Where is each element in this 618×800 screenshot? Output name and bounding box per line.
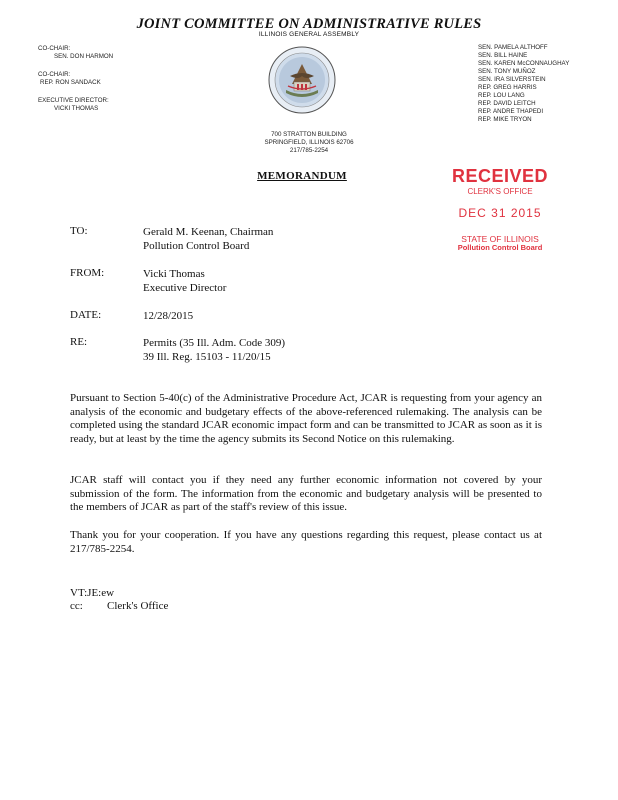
stamp-state: STATE OF ILLINOIS [461, 234, 539, 244]
from-name: Vicki Thomas [143, 268, 205, 280]
to-label: TO: [70, 225, 88, 237]
member-line: SEN. TONY MUÑOZ [478, 68, 536, 75]
officer-line: CO-CHAIR: [38, 71, 71, 78]
address-line: 217/785-2254 [289, 147, 329, 154]
re-value [143, 336, 285, 364]
stamp-office: CLERK'S OFFICE [467, 187, 533, 196]
stamp-date: DEC 31 2015 [458, 206, 542, 220]
cc-label: cc: [70, 600, 83, 612]
member-line: REP. GREG HARRIS [478, 84, 537, 91]
member-line: SEN. PAMELA ALTHOFF [478, 44, 548, 51]
officer-line: EXECUTIVE DIRECTOR: [38, 97, 109, 104]
member-line: REP. MIKE TRYON [478, 116, 532, 123]
members-block [478, 44, 569, 124]
body-paragraph: JCAR staff will contact you if they need any further economic information not covered by your submission of the form. The information from the economic and budgetary analysis will be presented to the members of JCAR as part of the staff's review of this issue. [70, 474, 542, 513]
address-line: 700 STRATTON BUILDING [271, 131, 347, 138]
received-stamp: RECEIVED [451, 166, 549, 186]
officer-line: SEN. DON HARMON [54, 53, 114, 60]
from-title: Executive Director [143, 282, 227, 294]
to-value [143, 225, 273, 253]
state-seal-icon [268, 46, 336, 114]
body-paragraph: Thank you for your cooperation. If you have any questions regarding this request, please contact us at 217/785-2254. [70, 529, 542, 555]
body-paragraph: Pursuant to Section 5-40(c) of the Administrative Procedure Act, JCAR is requesting from your agency an analysis of the economic and budgetary effects of the above-referenced rulemaking. The analysis can be completed using the standard JCAR economic impact form and can be transmitted to JCAR as soon as it is ready, but at least by the time the agency submits its Second Notice on this rulemaking. [70, 392, 542, 445]
member-line: SEN. IRA SILVERSTEIN [478, 76, 546, 83]
memo-title: MEMORANDUM [257, 170, 347, 182]
address-block [0, 131, 618, 155]
address-line: SPRINGFIELD, ILLINOIS 62706 [264, 139, 354, 146]
re-line: Permits (35 Ill. Adm. Code 309) [143, 337, 286, 349]
to-org: Pollution Control Board [143, 240, 250, 252]
member-line: REP. LOU LANG [478, 92, 525, 99]
from-label: FROM: [70, 267, 105, 279]
officer-line: REP. RON SANDACK [40, 79, 101, 86]
committee-subtitle: ILLINOIS GENERAL ASSEMBLY [258, 31, 360, 38]
officer-line: CO-CHAIR: [38, 45, 71, 52]
date-label: DATE: [70, 309, 102, 321]
member-line: SEN. KAREN McCONNAUGHAY [478, 60, 570, 67]
re-label: RE: [70, 336, 88, 348]
officer-line: VICKI THOMAS [54, 105, 99, 112]
to-name: Gerald M. Keenan, Chairman [143, 226, 274, 238]
initials: VT:JE:ew [70, 587, 115, 599]
cc-value: Clerk's Office [107, 600, 169, 612]
re-line: 39 Ill. Reg. 15103 - 11/20/15 [143, 351, 271, 363]
date-value: 12/28/2015 [143, 310, 194, 322]
member-line: SEN. BILL HAINE [478, 52, 528, 59]
member-line: REP. ANDRE THAPEDI [478, 108, 544, 115]
from-value [143, 267, 226, 295]
officers-block [38, 45, 113, 113]
member-line: REP. DAVID LEITCH [478, 100, 536, 107]
committee-title: JOINT COMMITTEE ON ADMINISTRATIVE RULES [136, 16, 482, 32]
stamp-board: Pollution Control Board [457, 243, 543, 252]
